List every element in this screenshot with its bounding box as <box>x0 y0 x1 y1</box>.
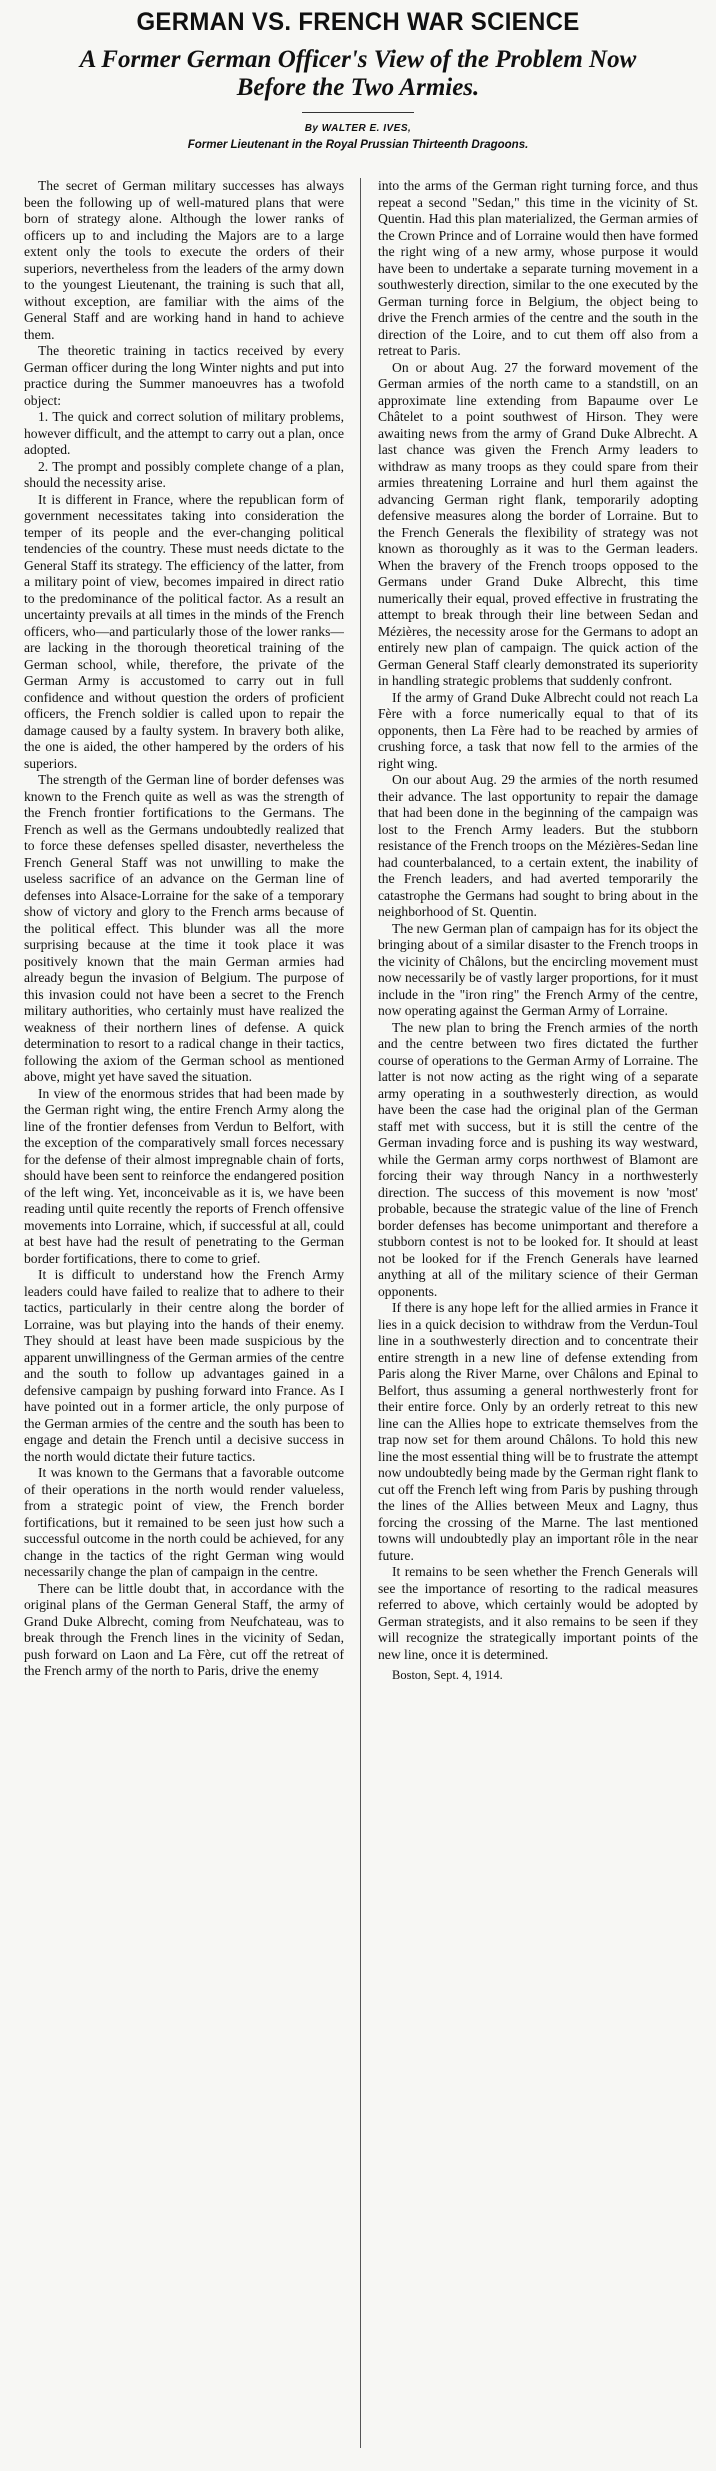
subhead-line-2: Before the Two Armies. <box>236 74 480 101</box>
paragraph: If the army of Grand Duke Albrecht could not reach La Fère with a force numerically equal to that of its opponents, then La Fère had to be reached by armies of crushing force, a task that now fell to the armies of the right wing. <box>378 689 698 771</box>
paragraph: The secret of German military successes has always been the following up of well-matured plans that were born of strategy alone. Although the lower ranks of officers up to and including the Majors are to a large extent only the tools to execute the orders of their superiors, nevertheless from the leaders of the army down to the youngest Lieutenant, the training is such that all, without exception, are familiar with the aims of the General Staff and are working hand in hand to achieve them. <box>24 178 344 342</box>
article-body <box>0 178 716 2458</box>
byline-author-title: Former Lieutenant in the Royal Prussian Thirteenth Dragoons. <box>187 139 529 151</box>
headline-rule <box>302 112 414 113</box>
paragraph: It remains to be seen whether the French Generals will see the importance of resorting to the radical measures referred to above, which certainly would be adopted by German strategists, and it also remains to be seen if they will recognize the strategically important points of the new line, once it is determined. <box>378 1564 698 1662</box>
subhead-line-1: A Former German Officer's View of the Problem Now <box>79 46 637 73</box>
paragraph: In view of the enormous strides that had been made by the German right wing, the entire French Army along the line of the frontier defenses from Verdun to Belfort, with the exception of the comparatively small forces necessary for the defense of their almost impregnable chain of forts, should have been sent to reinforce the endangered position of the left wing. Yet, inconceivable as it is, we have been reading until quite recently the reports of French offensive movements into Lorraine, which, if successful at all, could at best have had the result of penetrating to the German border fortifications, there to come to grief. <box>24 1085 344 1266</box>
paragraph: The new plan to bring the French armies of the north and the centre between two fires dictated the further course of operations to the German Army of Lorraine. The latter is not now acting as the right wing of a separate army operating in a southwesterly direction, as would have been the case had the original plan of the German staff met with success, but it is still the centre of the German invading force and is pushing its way westward, while the German army corps northwest of Blamont are forcing their way through Nancy in a northwesterly direction. The success of this movement is now 'most' probable, because the strategic value of the line of French border defenses has become unimportant and therefore a stubborn contest is not to be looked for. It should at least not be looked for if the French Generals have learned anything at all of the military science of their German opponents. <box>378 1019 698 1299</box>
paragraph: There can be little doubt that, in accordance with the original plans of the German General Staff, the army of Grand Duke Albrecht, coming from Neufchateau, was to break through the French lines in the vicinity of Sedan, push forward on Laon and La Fère, cut off the retreat of the French army of the north to Paris, drive the enemy <box>24 1580 344 1678</box>
dateline: Boston, Sept. 4, 1914. <box>392 1668 503 1682</box>
article-column-right <box>378 178 698 2458</box>
subhead <box>0 46 716 102</box>
paragraph: It was known to the Germans that a favorable outcome of their operations in the north would render valueless, from a strategic point of view, the French border fortifications, but it remained to be seen just how such a successful outcome in the north could be achieved, for any change in the tactics of the right German wing would necessarily change the plan of campaign in the centre. <box>24 1465 344 1579</box>
paragraph: The new German plan of campaign has for its object the bringing about of a similar disaster to the French troops in the vicinity of Châlons, but the encircling movement must now necessarily be of vastly larger proportions, for it must include in the "iron ring" the French Army of the centre, now operating against the German Army of Lorraine. <box>378 920 698 1018</box>
paragraph: It is different in France, where the republican form of government necessitates taking into consideration the temper of its people and the ever-changing political tendencies of the country. These must needs dictate to the General Staff its strategy. The efficiency of the latter, from a military point of view, becomes impaired in direct ratio to the predominance of the political factor. As a result an uncertainty prevails at all times in the minds of the French officers, who—and particularly those of the lower ranks—are lacking in the thorough theoretical training of the German school, while, therefore, the private of the German Army is accustomed to carry out in full confidence and without question the orders of proficient officers, the French soldier is called upon to repair the damage caused by a faulty system. In bravery both alike, the one is aided, the other hampered by the orders of his superiors. <box>24 491 344 771</box>
paragraph: On our about Aug. 29 the armies of the north resumed their advance. The last opportunity to repair the damage that had been done in the beginning of the campaign was lost to the French Army leaders. But the stubborn resistance of the French troops on the Mézières-Sedan line had counterbalanced, to a certain extent, the inability of the French leaders, and had averted temporarily the catastrophe the Germans had sought to bring about in the neighborhood of St. Quentin. <box>378 772 698 919</box>
byline-author: By WALTER E. IVES, <box>304 123 412 134</box>
paragraph: 1. The quick and correct solution of military problems, however difficult, and the attempt to carry out a plan, once adopted. <box>24 409 344 457</box>
newspaper-page <box>0 8 716 2471</box>
paragraph: On or about Aug. 27 the forward movement of the German armies of the north came to a standstill, on an approximate line extending from Bapaume over Le Châtelet to a point southwest of Hirson. They were awaiting news from the army of Grand Duke Albrecht. A last chance was given the French Army leaders to withdraw as many troops as they could spare from their armies threatening Lorraine and hurl them against the advancing German right flank, temporarily adopting defensive measures along the border of Lorraine. But to the French Generals the flexibility of strategy was not known as thoroughly as it was to the German leaders. When the bravery of the French troops opposed to the Germans under Grand Duke Albrecht, this time numerically their equal, proved effective in frustrating the attempt to break through their line between Sedan and Mézières, the necessity arose for the Germans to adopt an entirely new plan of campaign. The quick action of the German General Staff clearly demonstrated its superiority in handling strategic problems that suddenly confront. <box>378 359 698 688</box>
article-column-left <box>24 178 344 2458</box>
paragraph: into the arms of the German right turning force, and thus repeat a second "Sedan," this time in the vicinity of St. Quentin. Had this plan materialized, the German armies of the Crown Prince and of Lorraine would then have formed the right wing of a new army, whose purpose it would have been to undertake a separate turning movement in a southwesterly direction, similar to the one executed by the German turning force in Belgium, the object being to drive the French armies of the centre and the south in the direction of the Loire, and to cut them off also from a retreat to Paris. <box>378 178 698 358</box>
paragraph: The strength of the German line of border defenses was known to the French quite as well as was the strength of the French frontier fortifications to the Germans. The French as well as the Germans undoubtedly realized that to force these defenses spelled disaster, nevertheless the French General Staff was not unwilling to make the useless sacrifice of an advance on the German line of defenses into Alsace-Lorraine for the sake of a temporary show of victory and glory to the French arms because of the political effect. This blunder was all the more surprising because at the time it took place it was positively known that the main German armies had already begun the invasion of Belgium. The purpose of this invasion could not have been a secret to the French military authorities, who certainly must have realized the weakness of their northern lines of defense. A quick determination to resort to a radical change in their tactics, following the axiom of the German school as mentioned above, might yet have saved the situation. <box>24 772 344 1084</box>
paragraph: If there is any hope left for the allied armies in France it lies in a quick decision to withdraw from the Verdun-Toul line in a southwesterly direction and to concentrate their entire strength in a new line of defense extending from Paris along the River Marne, over Châlons and Epinal to Belfort, thus assuming a general northwesterly front for their entire force. Only by an orderly retreat to this new line can the Allies hope to extricate themselves from the trap now set for them around Châlons. To hold this new line the most essential thing will be to frustrate the attempt now undoubtedly being made by the German right flank to cut off the French left wing from Paris by pushing through the lines of the Allies between Meux and Lagny, thus forcing the crossing of the Marne. The last mentioned towns will undoubtedly play an important rôle in the near future. <box>378 1300 698 1563</box>
byline <box>0 121 716 153</box>
paragraph: 2. The prompt and possibly complete change of a plan, should the necessity arise. <box>24 458 344 490</box>
headline: GERMAN VS. FRENCH WAR SCIENCE <box>136 8 580 36</box>
paragraph: The theoretic training in tactics received by every German officer during the long Winter nights and put into practice during the Summer manoeuvres has a twofold object: <box>24 343 344 408</box>
paragraph: It is difficult to understand how the French Army leaders could have failed to realize that to adhere to their tactics, particularly in their centre along the border of Lorraine, was but playing into the hands of their enemy. They should at least have been made suspicious by the apparent unwillingness of the German armies of the centre and the south to follow up advantages gained in a defensive campaign by pushing forward into France. As I have pointed out in a former article, the only purpose of the German armies of the centre and the south has been to engage and detain the French until a decisive success in the north would dictate their future tactics. <box>24 1267 344 1464</box>
